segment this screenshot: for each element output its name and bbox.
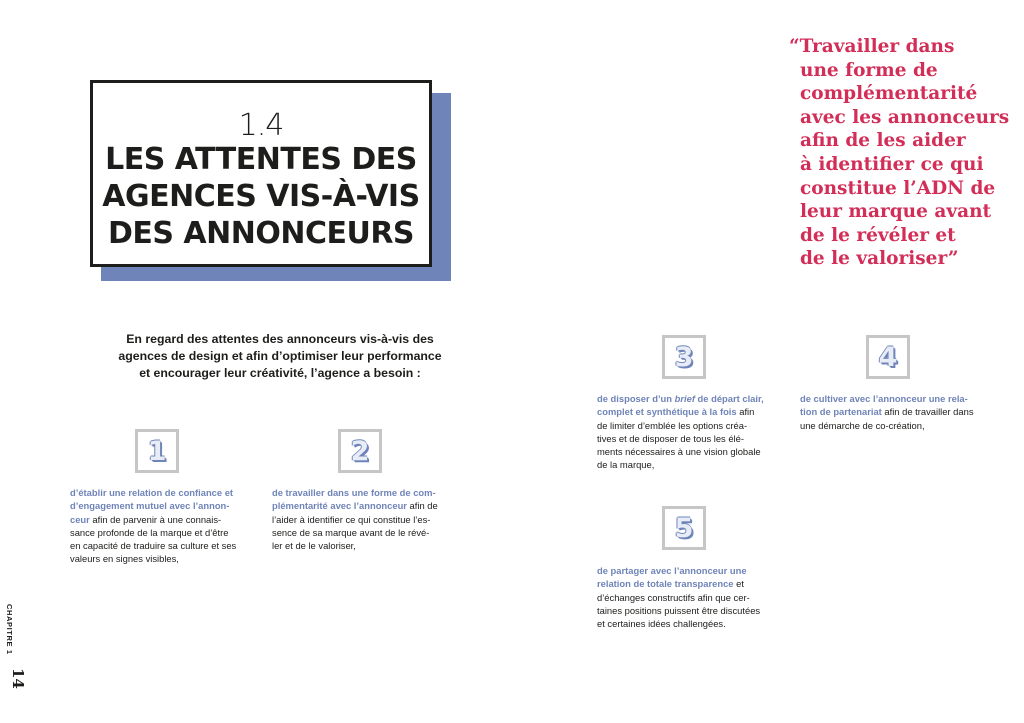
highlight-text: de cultiver avec l’annonceur une rela-	[800, 393, 968, 404]
highlight-text: de départ clair,	[694, 393, 764, 404]
item-text-line	[597, 458, 764, 471]
item-text-line	[70, 513, 236, 526]
item-text-line	[272, 486, 438, 499]
body-text: d’échanges constructifs afin que cer-	[597, 591, 750, 603]
item-text-line	[597, 445, 764, 458]
item-text-line	[800, 392, 974, 405]
intro-line: agences de design et afin d’optimiser leur performance	[118, 349, 442, 363]
item-text-line	[597, 617, 760, 630]
page-title-line-3: DES ANNONCEURS	[107, 216, 415, 251]
number-1: 1	[147, 435, 167, 467]
intro-paragraph	[100, 331, 460, 382]
page-title-line-2: AGENCES VIS-À-VIS	[102, 179, 420, 214]
highlight-text: de partager avec l’annonceur une	[597, 565, 747, 576]
highlight-text: de disposer d’un	[597, 393, 675, 404]
number-3: 3	[674, 341, 694, 373]
page-number: 14	[9, 668, 27, 689]
item-text-line	[800, 405, 974, 418]
quote-line: avec les annonceurs	[800, 106, 1010, 128]
item-text-line	[272, 526, 438, 539]
title-box	[90, 80, 432, 267]
highlight-text: plémentarité avec l’annonceur	[272, 500, 407, 512]
body-text: tives et de disposer de tous les élé-	[597, 432, 744, 444]
item-text-line	[70, 539, 236, 552]
item-text-line	[597, 419, 764, 432]
body-text: taines positions puissent être discutées	[597, 604, 761, 616]
quote-line: leur marque avant	[800, 201, 992, 223]
quote-line: “Travailler dans	[789, 36, 955, 57]
intro-line: En regard des attentes des annonceurs vis-à-vis des	[126, 332, 434, 346]
item-text-line	[800, 419, 974, 432]
list-item-5	[597, 564, 760, 630]
item-text-line	[70, 552, 236, 565]
item-text-line	[597, 432, 764, 445]
body-text: ler et de le valoriser,	[272, 540, 356, 552]
body-text: de la marque,	[597, 459, 655, 471]
item-text-line	[272, 499, 438, 512]
body-text: afin de	[406, 500, 438, 512]
list-item-2	[272, 486, 438, 552]
body-text: de limiter d’emblée les options créa-	[597, 419, 748, 431]
highlight-text: complet et synthétique à la fois	[597, 406, 737, 418]
list-item-4	[800, 392, 974, 432]
number-badge-1	[135, 429, 179, 473]
quote-line: constitue l’ADN de	[800, 177, 996, 199]
number-2: 2	[350, 435, 370, 467]
list-item-3	[597, 392, 764, 472]
body-text: et	[733, 578, 744, 590]
highlight-italic-text: brief	[674, 393, 695, 404]
body-text: sance profonde de la marque et d’être	[70, 526, 229, 538]
highlight-text: d’établir une relation de confiance et	[70, 487, 234, 498]
item-text-line	[597, 604, 760, 617]
number-badge-3	[662, 335, 706, 379]
number-badge-4	[866, 335, 910, 379]
intro-line: et encourager leur créativité, l’agence a besoin :	[139, 366, 421, 380]
number-4: 4	[878, 341, 898, 373]
item-text-line	[70, 486, 236, 499]
number-badge-2	[338, 429, 382, 473]
section-number: 1.4	[238, 108, 284, 143]
highlight-text: d’engagement mutuel avec l’annon-	[70, 500, 230, 512]
quote-line: de le valoriser”	[800, 248, 959, 270]
highlight-text: ceur	[70, 513, 90, 525]
body-text: en capacité de traduire sa culture et ses	[70, 540, 237, 552]
quote-line: une forme de	[800, 59, 938, 81]
item-text-line	[597, 405, 764, 418]
body-text: et certaines idées challengées.	[597, 618, 726, 630]
number-5: 5	[674, 512, 694, 544]
body-text: afin de travailler dans	[881, 406, 974, 418]
body-text: valeurs en signes visibles,	[70, 553, 179, 565]
highlight-text: de travailler dans une forme de com-	[272, 487, 436, 498]
pull-quote	[789, 35, 1014, 271]
item-text-line	[70, 499, 236, 512]
quote-line: à identifier ce qui	[800, 153, 984, 175]
item-text-line	[597, 564, 760, 577]
item-text-line	[597, 591, 760, 604]
body-text: l’aider à identifier ce qui constitue l’es-	[272, 513, 431, 525]
quote-line: de le révéler et	[800, 224, 956, 246]
body-text: ments nécessaires à une vision globale	[597, 446, 761, 458]
item-text-line	[272, 513, 438, 526]
item-text-line	[597, 392, 764, 405]
page-title-line-1: LES ATTENTES DES	[105, 142, 417, 177]
body-text: sence de sa marque avant de le révé-	[272, 526, 430, 538]
highlight-text: tion de partenariat	[800, 406, 882, 418]
body-text: afin	[736, 406, 755, 418]
quote-line: complémentarité	[800, 83, 978, 105]
body-text: une démarche de co-création,	[800, 419, 925, 431]
item-text-line	[272, 539, 438, 552]
item-text-line	[70, 526, 236, 539]
chapter-label: CHAPITRE 1	[5, 604, 14, 655]
highlight-text: relation de totale transparence	[597, 578, 734, 590]
body-text: afin de parvenir à une connais-	[89, 513, 222, 525]
item-text-line	[597, 577, 760, 590]
quote-line: afin de les aider	[800, 130, 966, 152]
list-item-1	[70, 486, 236, 566]
number-badge-5	[662, 506, 706, 550]
